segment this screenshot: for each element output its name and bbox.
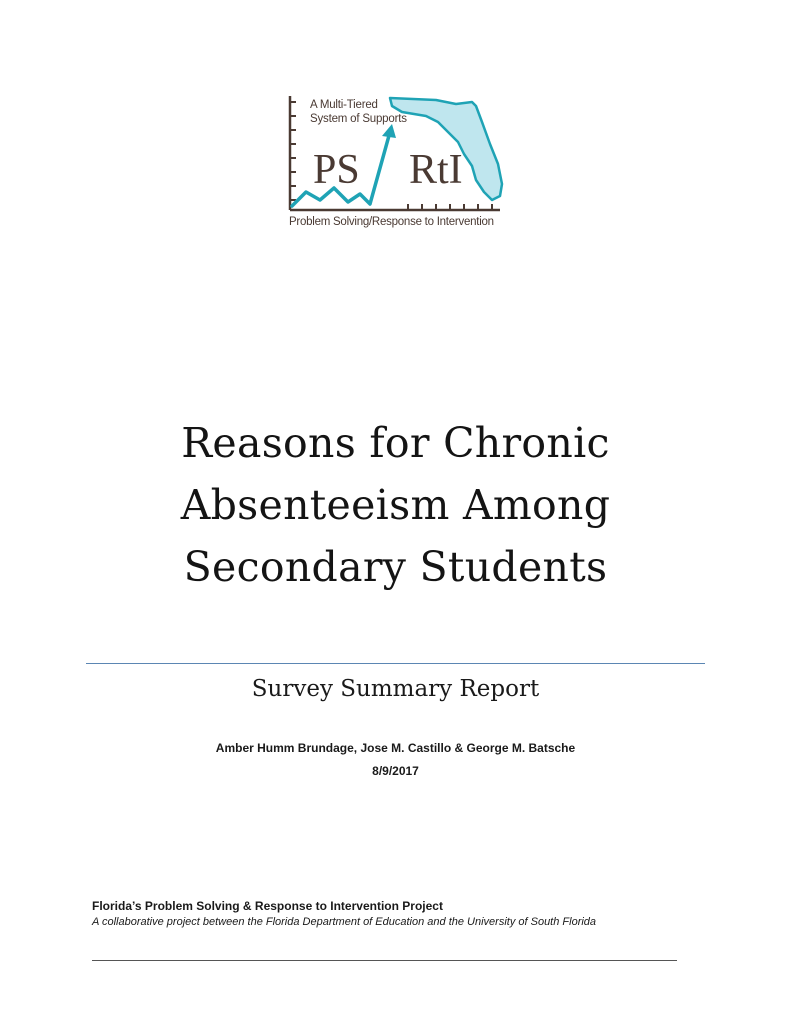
logo-wordmark-rti: RtI: [409, 147, 463, 193]
report-title-line1: Reasons for Chronic: [181, 419, 610, 467]
logo-tagline-line2: System of Supports: [310, 113, 407, 125]
title-divider: [86, 663, 705, 664]
logo-footer-text: Problem Solving/Response to Intervention: [289, 216, 494, 228]
report-authors: Amber Humm Brundage, Jose M. Castillo & George M. Batsche: [215, 741, 576, 755]
report-title-line2: Absenteeism Among: [180, 481, 611, 529]
report-date: 8/9/2017: [372, 764, 419, 778]
footer-divider: [92, 960, 677, 961]
report-subtitle: Survey Summary Report: [251, 676, 540, 702]
logo-wordmark-ps: PS: [313, 147, 360, 193]
project-name: Florida’s Problem Solving & Response to Intervention Project: [92, 899, 443, 913]
report-title-line3: Secondary Students: [183, 543, 608, 591]
logo-tagline-line1: A Multi-Tiered: [310, 99, 378, 111]
project-description: A collaborative project between the Florida Department of Education and the University of South Florida: [92, 916, 597, 928]
psrti-logo: [286, 92, 508, 234]
report-title: [0, 412, 791, 598]
